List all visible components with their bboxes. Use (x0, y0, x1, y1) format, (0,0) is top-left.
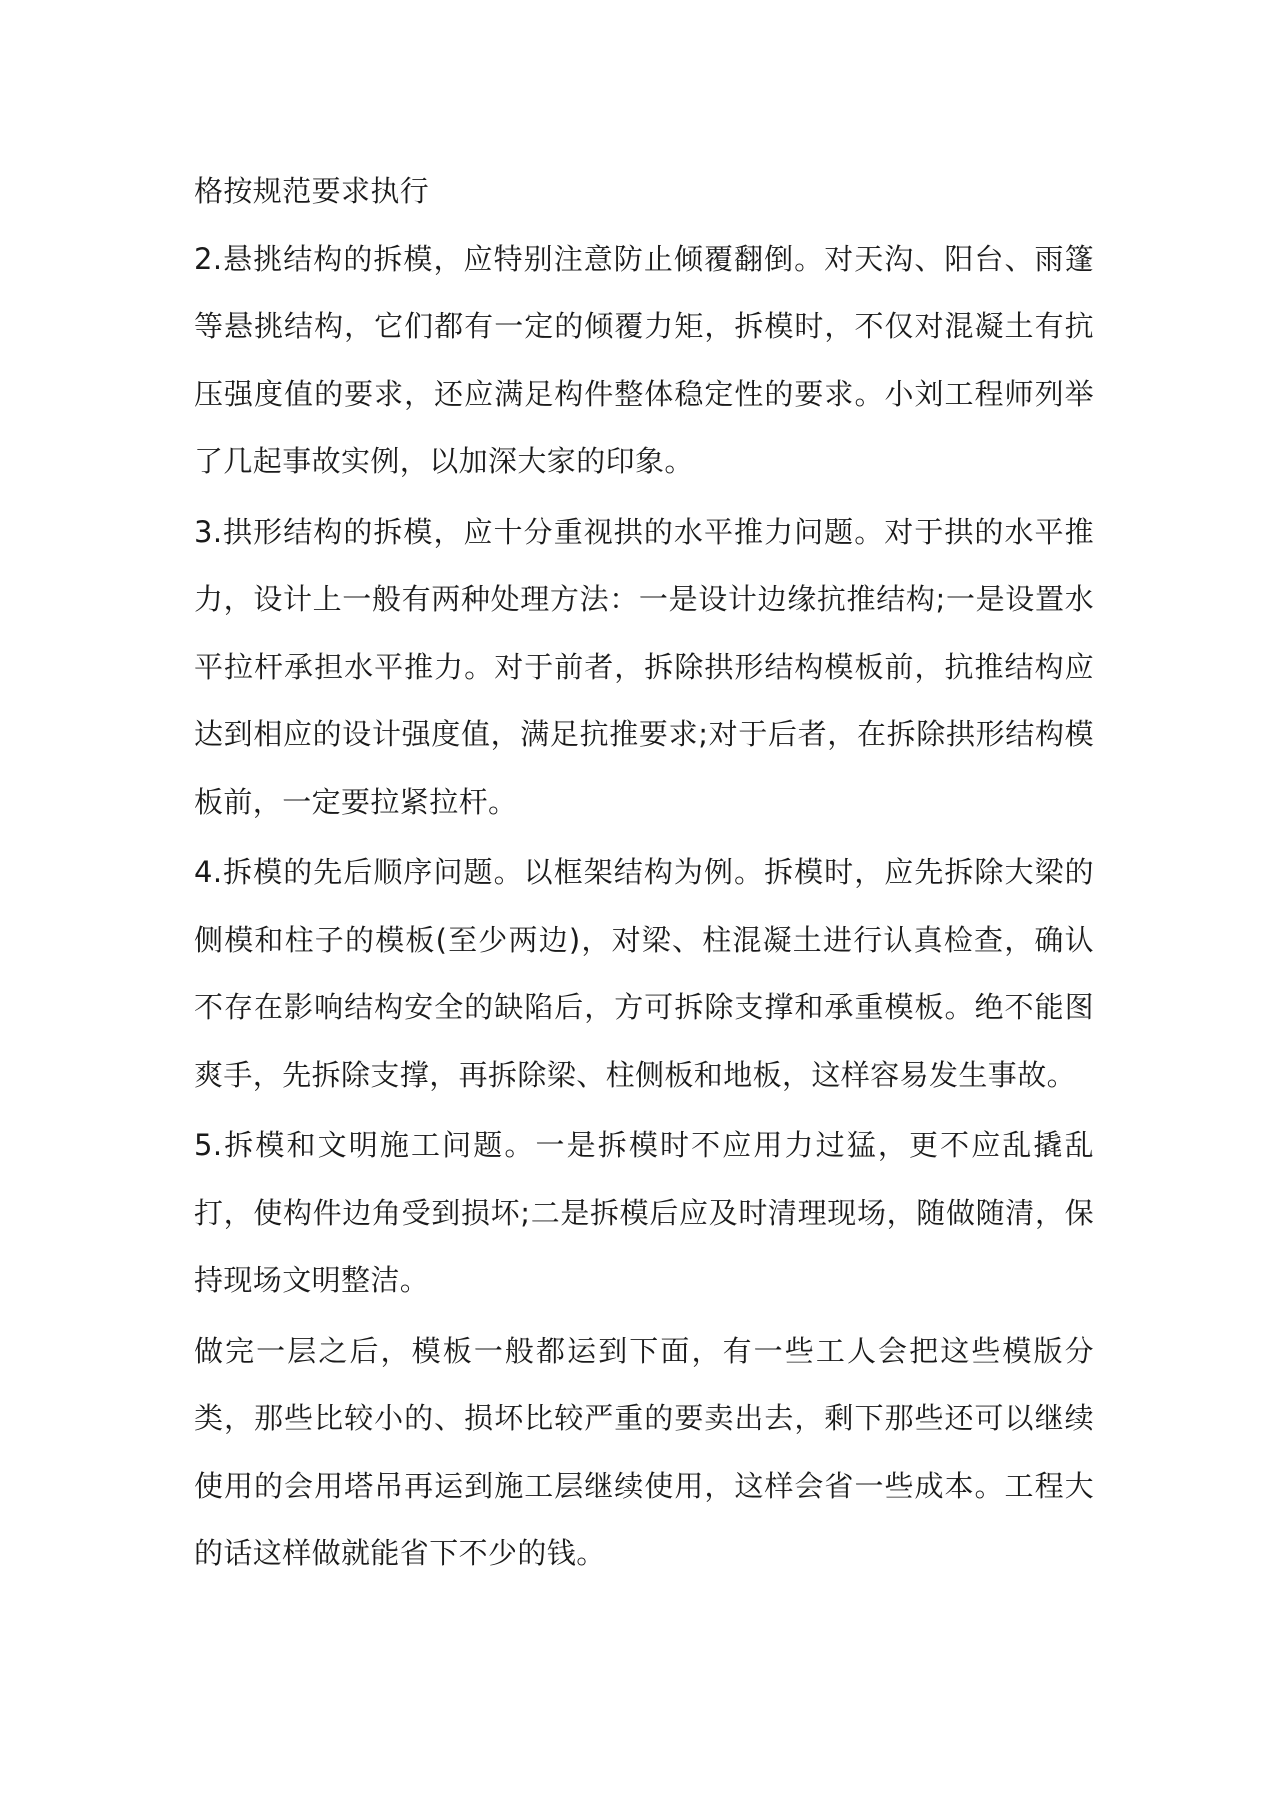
document-body (194, 158, 1094, 1591)
paragraph-closing: 做完一层之后，模板一般都运到下面，有一些工人会把这些模版分类，那些比较小的、损坏比较严重的要卖出去，剩下那些还可以继续使用的会用塔吊再运到施工层继续使用，这样会省一些成本。工程大的话这样做就能省下不少的钱。 (194, 1333, 1094, 1570)
paragraph-item-5: 5.拆模和文明施工问题。一是拆模时不应用力过猛，更不应乱撬乱打，使构件边角受到损坏;二是拆模后应及时清理现场，随做随清，保持现场文明整洁。 (194, 1128, 1094, 1297)
paragraph-item-3: 3.拱形结构的拆模，应十分重视拱的水平推力问题。对于拱的水平推力，设计上一般有两种处理方法：一是设计边缘抗推结构;一是设置水平拉杆承担水平推力。对于前者，拆除拱形结构模板前，抗推结构应达到相应的设计强度值，满足抗推要求;对于后者，在拆除拱形结构模板前，一定要拉紧拉杆。 (194, 514, 1094, 819)
paragraph-item-2: 2.悬挑结构的拆模，应特别注意防止倾覆翻倒。对天沟、阳台、雨篷等悬挑结构，它们都有一定的倾覆力矩，拆模时，不仅对混凝土有抗压强度值的要求，还应满足构件整体稳定性的要求。小刘工程师列举了几起事故实例，以加深大家的印象。 (194, 241, 1094, 478)
paragraph-intro: 格按规范要求执行 (194, 174, 430, 208)
paragraph-item-4: 4.拆模的先后顺序问题。以框架结构为例。拆模时，应先拆除大梁的侧模和柱子的模板(至少两边)，对梁、柱混凝土进行认真检查，确认不存在影响结构安全的缺陷后，方可拆除支撑和承重模板。绝不能图爽手，先拆除支撑，再拆除梁、柱侧板和地板，这样容易发生事故。 (194, 855, 1094, 1092)
